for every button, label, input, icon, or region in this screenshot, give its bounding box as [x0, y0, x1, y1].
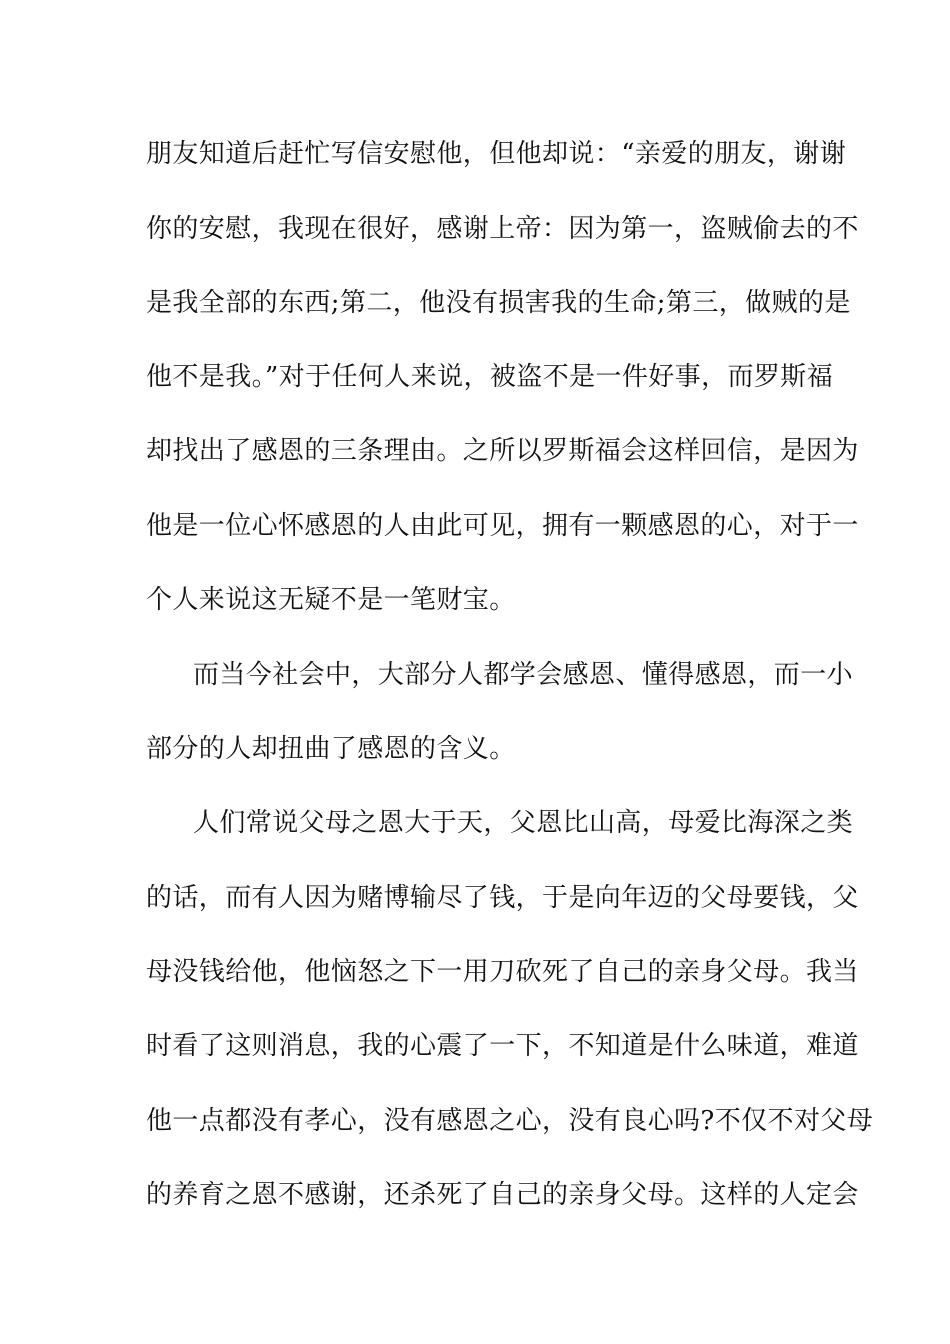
paragraph-start-line: 人们常说父母之恩大于天，父恩比山高，母爱比海深之类: [193, 808, 854, 838]
text-line-5: 却找出了感恩的三条理由。之所以罗斯福会这样回信，是因为: [146, 436, 859, 466]
text-line-2: 你的安慰，我现在很好，感谢上帝：因为第一，盗贼偷去的不: [146, 214, 859, 244]
text-line-11: 的话，而有人因为赌博输尽了钱，于是向年迈的父母要钱，父: [146, 883, 859, 913]
text-line-6: 他是一位心怀感恩的人由此可见，拥有一颗感恩的心，对于一: [146, 511, 859, 541]
text-line-12: 母没钱给他，他恼怒之下一用刀砍死了自己的亲身父母。我当: [146, 957, 859, 987]
text-line-14: 他一点都没有孝心，没有感恩之心，没有良心吗?不仅不对父母: [146, 1106, 874, 1136]
paragraph-start-line: 而当今社会中，大部分人都学会感恩、懂得感恩，而一小: [193, 660, 854, 690]
text-line-13: 时看了这则消息，我的心震了一下，不知道是什么味道，难道: [146, 1031, 859, 1061]
text-line-1: 朋友知道后赶忙写信安慰他，但他却说：“亲爱的朋友，谢谢: [146, 139, 847, 169]
text-line-9: 部分的人却扭曲了感恩的含义。: [146, 734, 516, 764]
text-line-3: 是我全部的东西;第二，他没有损害我的生命;第三，做贼的是: [146, 288, 851, 318]
text-line-15: 的养育之恩不感谢，还杀死了自己的亲身父母。这样的人定会: [146, 1180, 859, 1210]
text-line-4: 他不是我。”对于任何人来说，被盗不是一件好事，而罗斯福: [146, 362, 834, 392]
text-line-7: 个人来说这无疑不是一笔财宝。: [146, 585, 516, 615]
